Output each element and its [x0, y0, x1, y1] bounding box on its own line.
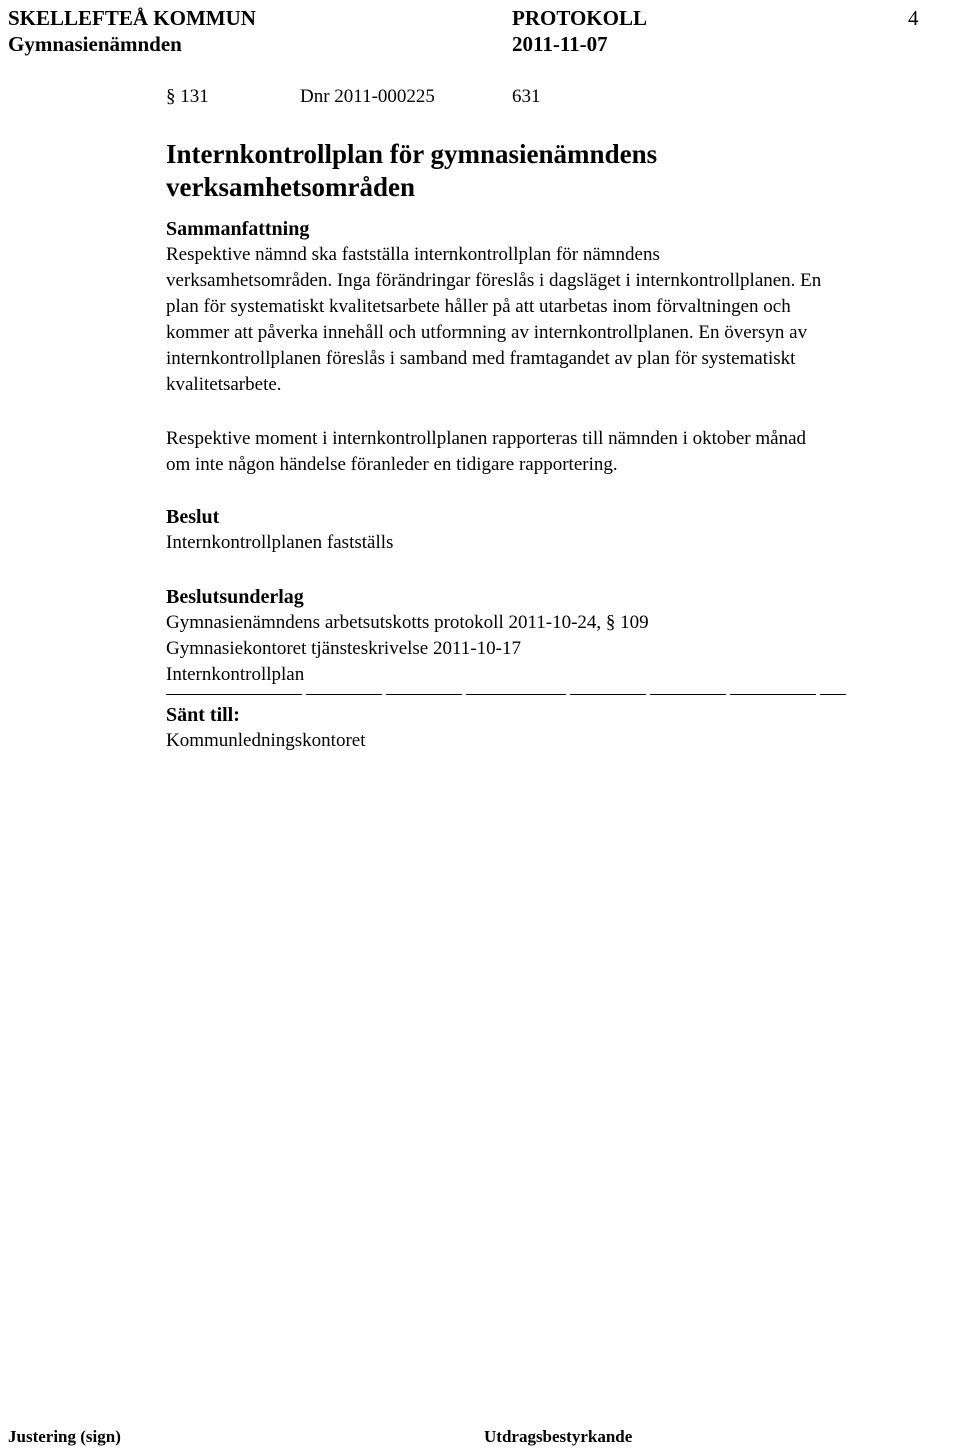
decision-text: Internkontrollplanen fastställs [166, 532, 394, 553]
reference-code: 631 [512, 86, 541, 107]
header-body-name: Gymnasienämnden [8, 32, 182, 56]
basis-heading: Beslutsunderlag [166, 586, 304, 608]
footer-justering: Justering (sign) [8, 1427, 121, 1446]
page-title: Internkontrollplan för gymnasienämndens verksamhetsområden [166, 139, 658, 202]
list-item: Gymnasienämndens arbetsutskotts protokoll 2011-10-24, § 109 [166, 612, 649, 633]
sent-to-recipient: Kommunledningskontoret [166, 730, 366, 751]
summary-paragraph-1: Respektive nämnd ska fastställa internkontrollplan för nämndens verksamhetsområden. Inga förändringar föreslås i dagsläget i internkontrollplanen. En plan för systematiskt kvalitetsarbete håller på att utarbetas inom förvaltningen och kommer att påverka innehåll och utformning av internkontrollplanen. En översyn av internkontrollplanen föreslås i samband med framtagandet av plan för systematiskt kvalitetsarbete. [166, 244, 822, 395]
summary-paragraph-2: Respektive moment i internkontrollplanen rapporteras till nämnden i oktober månad om inte någon händelse föranleder en tidigare rapportering. [166, 428, 807, 475]
sent-to-heading: Sänt till: [166, 704, 240, 726]
header-organization: SKELLEFTEÅ KOMMUN [8, 6, 256, 30]
document-body [166, 84, 936, 754]
page-number: 4 [908, 6, 919, 30]
decision-heading: Beslut [166, 506, 220, 528]
list-item: Gymnasiekontoret tjänsteskrivelse 2011-10-17 [166, 638, 521, 659]
reference-line [166, 84, 936, 114]
basis-list [166, 610, 936, 688]
diary-number: Dnr 2011-000225 [300, 86, 435, 107]
footer-utdragsbestyrkande: Utdragsbestyrkande [484, 1427, 633, 1446]
divider-line [166, 688, 936, 702]
header-document-type: PROTOKOLL [512, 6, 647, 30]
paragraph-number: § 131 [166, 86, 209, 107]
list-item: Internkontrollplan [166, 664, 305, 685]
summary-heading: Sammanfattning [166, 218, 310, 240]
header-date: 2011-11-07 [512, 32, 608, 56]
